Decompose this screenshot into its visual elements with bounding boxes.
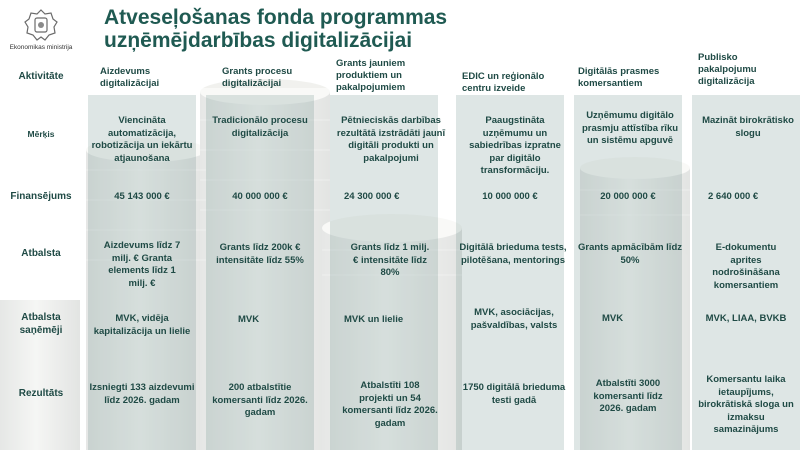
support-cell-5: Grants apmācībām līdz 50% (578, 242, 683, 266)
results-cell-3: Atbalstīti 108 projekti un 54 komersanti līdz 2026. gadam (342, 380, 438, 429)
row-label-results: Rezultāts (18, 388, 64, 399)
funding-cell-6: 2 640 000 € (708, 191, 759, 202)
results-cell-6: Komersantu laika ietaupījums, birokrātiskā sloga un izmaksu samazinājums (698, 374, 794, 435)
goal-cell-3: Pētnieciskās darbības rezultātā izstrādāti jaunī digitāli produkti un pakalpojumi (336, 115, 446, 164)
recipients-cell-2: MVK (238, 314, 260, 325)
row-label-recipients (6, 312, 76, 337)
recipients-cell-5: MVK (602, 313, 624, 324)
page-title (104, 6, 544, 52)
column-header-3: Grants jauniem produktiem un pakalpojumiem (336, 58, 406, 93)
results-cell-1: Izsniegti 133 aizdevumi līdz 2026. gadam (89, 382, 195, 406)
support-cell-1: Aizdevums līdz 7 milj. € Granta elements līdz 1 milj. € (103, 240, 181, 289)
funding-cell-4: 10 000 000 € (482, 191, 538, 202)
goal-cell-5: Uzņēmumu digitālo prasmju attīstība rīku un sistēmu apguvē (581, 110, 679, 146)
column-header-5: Digitālās prasmes komersantiem (578, 66, 660, 89)
support-cell-4: Digitālā brieduma tests, pilotēšana, mentorings (459, 242, 567, 266)
row-label-activity: Aktivitāte (18, 71, 64, 82)
row-label-goal: Mērķis (27, 129, 55, 139)
support-cell-2: Grants līdz 200k € intensitāte līdz 55% (216, 242, 304, 266)
row-label-recipients-line-1: Atbalsta (21, 312, 61, 323)
results-cell-4: 1750 digitālā brieduma testi gadā (462, 382, 566, 406)
column-header-1: Aizdevums digitalizācijai (100, 66, 160, 89)
goal-cell-2: Tradicionālo procesu digitalizācija (212, 115, 308, 139)
recipients-cell-3: MVK un lielie (344, 314, 404, 325)
support-cell-3: Grants līdz 1 milj. € intensitāte līdz 80% (350, 242, 430, 278)
recipients-cell-6: MVK, LIAA, BVKB (705, 313, 787, 324)
ministry-name: Ekonomikas ministrija (9, 44, 73, 51)
goal-cell-1: Viencināta automatizācija, robotizācija un iekārtu atjaunošana (91, 115, 193, 164)
goal-cell-4: Paaugstināta uzņēmumu un sabiedrības izpratne par digitālo transformāciju. (469, 115, 561, 176)
results-cell-2: 200 atbalstītie komersanti līdz 2026. gadam (212, 382, 308, 418)
row-label-funding: Finansējums (10, 191, 72, 202)
column-header-4: EDIC un reģionālo centru izveide (462, 71, 545, 94)
ministry-logo (6, 8, 76, 60)
column-header-2: Grants procesu digitalizācijai (222, 66, 293, 89)
title-line-1: Atveseļošanas fonda programmas (104, 6, 448, 29)
funding-cell-3: 24 300 000 € (344, 191, 400, 202)
support-cell-6: E-dokumentu aprites nodrošināšana komersantiem (712, 242, 780, 291)
funding-cell-2: 40 000 000 € (232, 191, 288, 202)
recipients-cell-4: MVK, asociācijas, pašvaldības, valsts (470, 307, 558, 331)
funding-cell-5: 20 000 000 € (600, 191, 656, 202)
row-label-support: Atbalsta (21, 248, 61, 259)
recipients-cell-1: MVK, vidēja kapitalizācija un lielie (93, 313, 191, 337)
funding-cell-1: 45 143 000 € (114, 191, 170, 202)
coat-of-arms-icon (23, 8, 59, 42)
results-cell-5: Atbalstīti 3000 komersanti līdz 2026. gadam (593, 378, 663, 414)
title-line-2: uzņēmējdarbības digitalizācijai (104, 29, 413, 52)
column-header-6: Publisko pakalpojumu digitalizācija (698, 52, 757, 87)
row-label-recipients-line-2: saņēmēji (19, 324, 63, 336)
goal-cell-6: Mazināt birokrātisko slogu (702, 115, 794, 139)
